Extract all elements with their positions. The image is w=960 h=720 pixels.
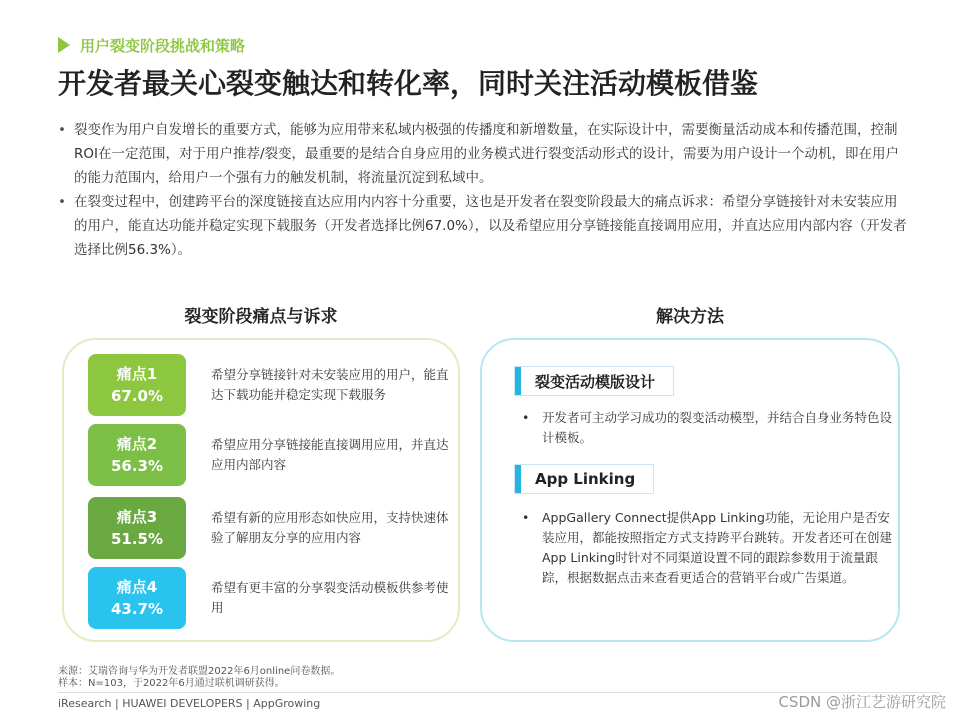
pain-point-label: 痛点4 [116,578,158,596]
pain-point-value: 43.7% [110,600,164,618]
bullet-text: 裂变作为用户自发增长的重要方式，能够为应用带来私域内极强的传播度和新增数量，在实际设计中，需要衡量活动成本和传播范围，控制ROI在一定范围，对于用户推荐/裂变，最重要的是结合自身应用的业务模式进行裂变活动形式的设计，需要为用户设计一个动机，即在用户的能力范围内，给用户一个强有力的触发机制，将流量沉淀到私域中。 [74,122,900,186]
section-tag [58,34,245,56]
solutions-panel [480,338,900,642]
pain-point-badge [88,567,186,629]
solution-header-label: 裂变活动模版设计 [535,372,656,391]
bullet-dot-icon: • [522,410,530,425]
pain-point-row [88,567,451,629]
bullet-dot-icon: • [58,122,66,138]
solution-text-body: 开发者可主动学习成功的裂变活动模型，并结合自身业务特色设计模板。 [542,410,893,445]
triangle-play-icon [58,37,70,53]
pain-point-value: 67.0% [110,387,164,405]
pain-point-row [88,354,451,416]
solution-header [514,366,674,396]
bullet-item [58,190,908,262]
solution-text [522,408,892,448]
bullet-item [58,118,908,190]
pain-points-panel [62,338,460,642]
pain-point-desc: 希望有更丰富的分享裂变活动模板供参考使用 [211,580,449,615]
pain-point-badge [88,497,186,559]
solutions-title: 解决方法 [656,307,724,327]
section-tag-text: 用户裂变阶段挑战和策略 [80,36,246,55]
pain-point-desc: 希望分享链接针对未安装应用的用户，能直达下载功能并稳定实现下载服务 [211,367,449,402]
pain-points-title: 裂变阶段痛点与诉求 [184,307,338,327]
footer-brand: iResearch | HUAWEI DEVELOPERS | AppGrowing [58,697,321,710]
solution-text [522,508,892,588]
pain-point-badge [88,424,186,486]
solution-header [514,464,654,494]
sample-note: 样本：N=103，于2022年6月通过联机调研获得。 [58,678,285,689]
solution-header-label: App Linking [535,470,636,488]
pain-point-value: 51.5% [110,530,164,548]
pain-point-desc: 希望有新的应用形态如快应用，支持快速体验了解朋友分享的应用内容 [211,510,449,545]
watermark: CSDN @浙江艺游研究院 [778,693,946,711]
pain-point-row [88,424,451,486]
pain-point-row [88,497,451,559]
pain-point-value: 56.3% [110,457,164,475]
solution-text-body: AppGallery Connect提供App Linking功能，无论用户是否安装应用，都能按照指定方式支持跨平台跳转。开发者还可在创建App Linking时针对不同渠道设置不同的跟踪参数用于流量跟踪，根据数据点击来查看更适合的营销平台或广告渠道。 [542,510,893,585]
bullet-dot-icon: • [58,194,66,210]
bullet-text: 在裂变过程中，创建跨平台的深度链接直达应用内内容十分重要，这也是开发者在裂变阶段最大的痛点诉求：希望分享链接针对未安装应用的用户，能直达功能并稳定实现下载服务（开发者选择比例67.0%），以及希望应用分享链接能直接调用应用，并直达应用内部内容（开发者选择比例56.3%）。 [74,194,907,258]
pain-point-desc: 希望应用分享链接能直接调用应用，并直达应用内部内容 [211,437,449,472]
page-title: 开发者最关心裂变触达和转化率，同时关注活动模板借鉴 [58,67,759,100]
intro-bullets [58,118,908,262]
source-note: 来源：艾瑞咨询与华为开发者联盟2022年6月online问卷数据。 [58,666,341,677]
pain-point-badge [88,354,186,416]
bullet-dot-icon: • [522,510,530,525]
pain-point-label: 痛点2 [116,435,158,453]
pain-point-label: 痛点3 [116,508,158,526]
pain-point-label: 痛点1 [116,365,158,383]
